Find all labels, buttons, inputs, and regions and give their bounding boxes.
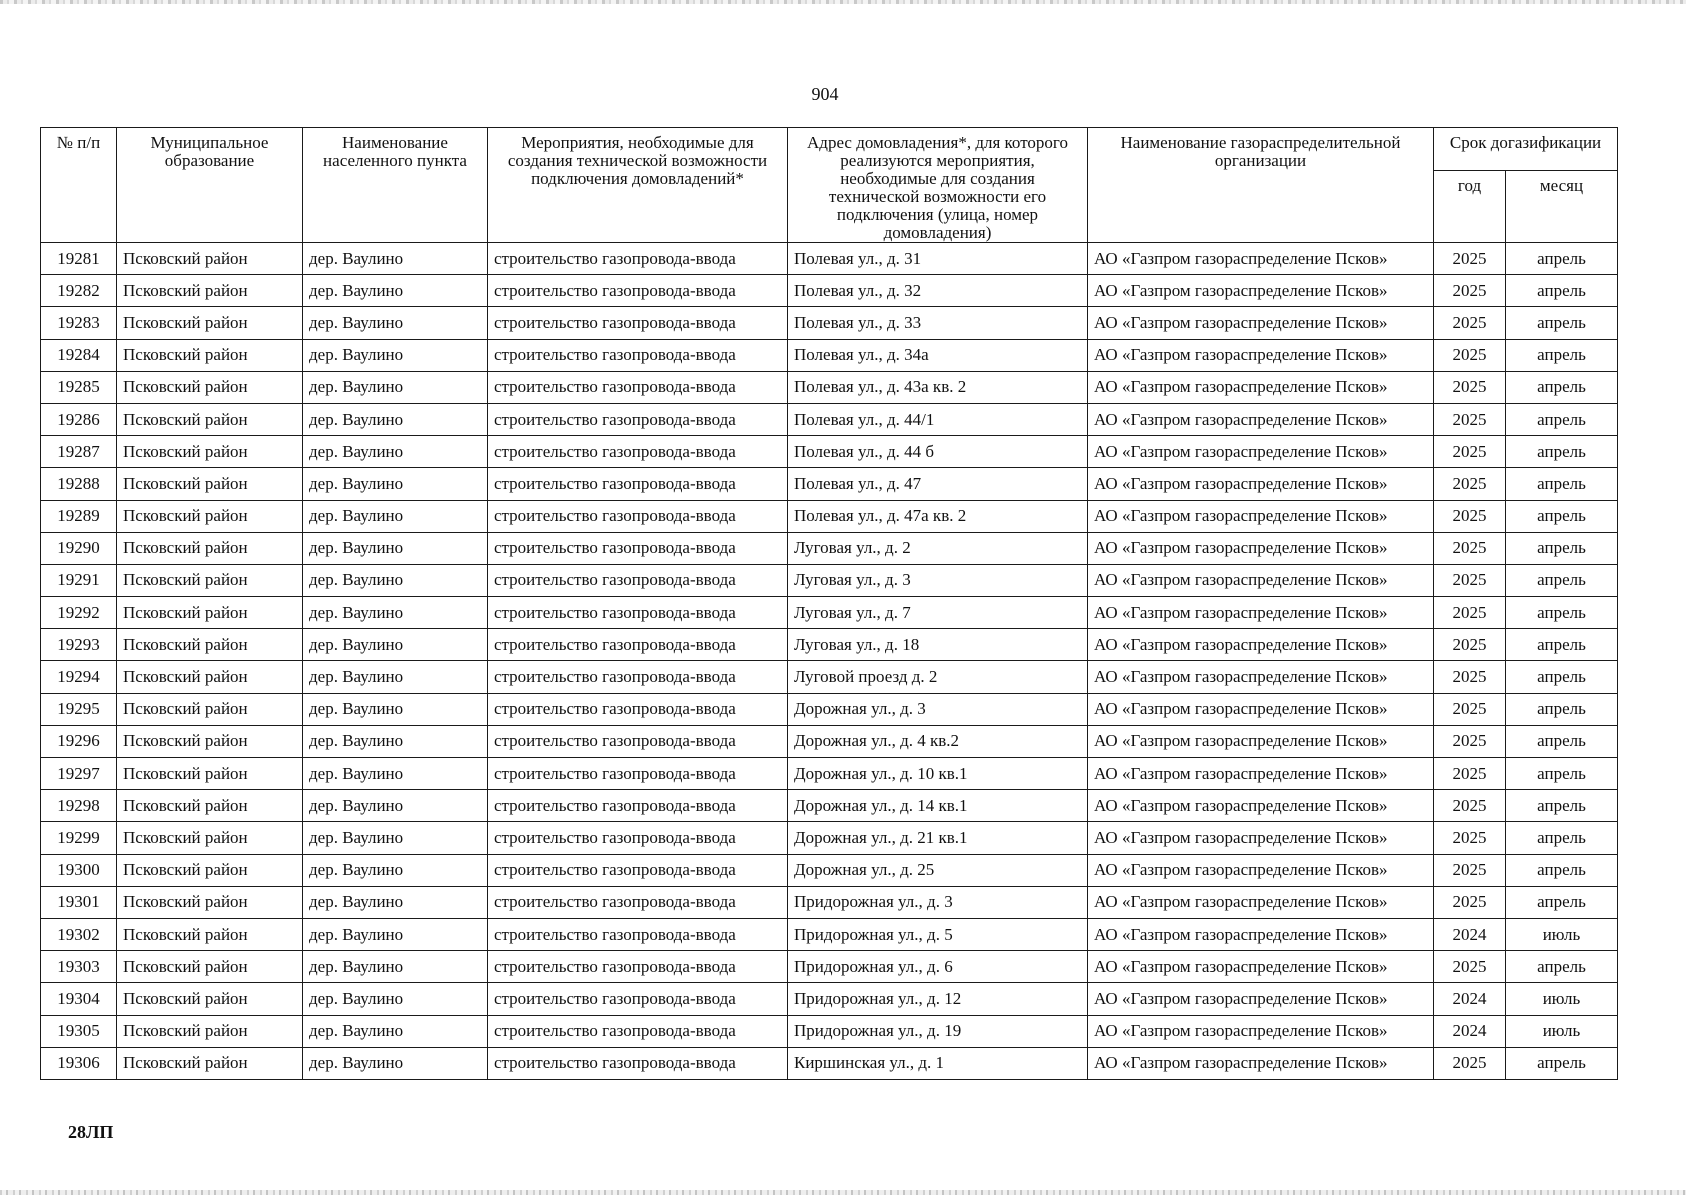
table-row [41,790,1618,822]
cell-year: 2025 [1434,243,1506,275]
cell-num: 19284 [41,339,117,371]
cell-address: Киршинская ул., д. 1 [788,1047,1088,1079]
cell-month: апрель [1506,822,1618,854]
cell-measure: строительство газопровода-ввода [488,951,788,983]
cell-measure: строительство газопровода-ввода [488,532,788,564]
cell-municipality: Псковский район [117,983,303,1015]
cell-municipality: Псковский район [117,854,303,886]
cell-year: 2025 [1434,1047,1506,1079]
header-municipality: Муниципальное образование [117,128,303,243]
cell-year: 2025 [1434,951,1506,983]
table-body [41,243,1618,1080]
header-num: № п/п [41,128,117,243]
cell-year: 2025 [1434,532,1506,564]
cell-organization: АО «Газпром газораспределение Псков» [1088,403,1434,435]
cell-measure: строительство газопровода-ввода [488,918,788,950]
cell-num: 19291 [41,564,117,596]
cell-address: Луговая ул., д. 18 [788,629,1088,661]
cell-num: 19301 [41,886,117,918]
cell-measure: строительство газопровода-ввода [488,307,788,339]
table-row [41,436,1618,468]
cell-month: апрель [1506,854,1618,886]
table-row [41,661,1618,693]
cell-num: 19298 [41,790,117,822]
cell-municipality: Псковский район [117,468,303,500]
cell-organization: АО «Газпром газораспределение Псков» [1088,790,1434,822]
table-row [41,725,1618,757]
cell-year: 2025 [1434,403,1506,435]
cell-num: 19281 [41,243,117,275]
cell-num: 19285 [41,371,117,403]
cell-measure: строительство газопровода-ввода [488,822,788,854]
cell-year: 2024 [1434,918,1506,950]
cell-settlement: дер. Ваулино [303,1015,488,1047]
cell-municipality: Псковский район [117,500,303,532]
document-code: 28ЛП [68,1122,114,1142]
cell-municipality: Псковский район [117,243,303,275]
cell-address: Полевая ул., д. 47 [788,468,1088,500]
cell-address: Придорожная ул., д. 12 [788,983,1088,1015]
cell-organization: АО «Газпром газораспределение Псков» [1088,339,1434,371]
cell-organization: АО «Газпром газораспределение Псков» [1088,918,1434,950]
cell-address: Дорожная ул., д. 25 [788,854,1088,886]
cell-num: 19306 [41,1047,117,1079]
cell-municipality: Псковский район [117,790,303,822]
cell-organization: АО «Газпром газораспределение Псков» [1088,983,1434,1015]
table-row [41,1015,1618,1047]
cell-year: 2024 [1434,1015,1506,1047]
table-row [41,564,1618,596]
cell-address: Полевая ул., д. 32 [788,275,1088,307]
header-measures: Мероприятия, необходимые для создания технической возможности подключения домовладений* [488,128,788,243]
cell-address: Дорожная ул., д. 14 кв.1 [788,790,1088,822]
cell-municipality: Псковский район [117,339,303,371]
cell-num: 19300 [41,854,117,886]
cell-measure: строительство газопровода-ввода [488,758,788,790]
cell-settlement: дер. Ваулино [303,275,488,307]
cell-organization: АО «Газпром газораспределение Псков» [1088,758,1434,790]
cell-month: апрель [1506,1047,1618,1079]
page-number: 904 [811,84,839,104]
table-row [41,918,1618,950]
cell-settlement: дер. Ваулино [303,307,488,339]
cell-measure: строительство газопровода-ввода [488,564,788,596]
cell-num: 19299 [41,822,117,854]
cell-measure: строительство газопровода-ввода [488,275,788,307]
cell-measure: строительство газопровода-ввода [488,500,788,532]
table-row [41,339,1618,371]
cell-settlement: дер. Ваулино [303,790,488,822]
cell-year: 2025 [1434,629,1506,661]
cell-month: июль [1506,1015,1618,1047]
cell-municipality: Псковский район [117,822,303,854]
cell-municipality: Псковский район [117,436,303,468]
cell-settlement: дер. Ваулино [303,983,488,1015]
cell-organization: АО «Газпром газораспределение Псков» [1088,500,1434,532]
cell-measure: строительство газопровода-ввода [488,661,788,693]
table-row [41,371,1618,403]
cell-num: 19287 [41,436,117,468]
cell-settlement: дер. Ваулино [303,854,488,886]
header-address: Адрес домовладения*, для которого реализуются мероприятия, необходимые для создания технической возможности его подключения (улица, номер домовладения) [788,128,1088,243]
cell-settlement: дер. Ваулино [303,725,488,757]
cell-month: апрель [1506,758,1618,790]
cell-year: 2025 [1434,886,1506,918]
cell-settlement: дер. Ваулино [303,918,488,950]
cell-municipality: Псковский район [117,1047,303,1079]
cell-num: 19282 [41,275,117,307]
cell-settlement: дер. Ваулино [303,1047,488,1079]
cell-measure: строительство газопровода-ввода [488,1015,788,1047]
cell-measure: строительство газопровода-ввода [488,629,788,661]
cell-measure: строительство газопровода-ввода [488,371,788,403]
cell-month: апрель [1506,725,1618,757]
cell-measure: строительство газопровода-ввода [488,886,788,918]
cell-settlement: дер. Ваулино [303,403,488,435]
cell-month: апрель [1506,790,1618,822]
cell-num: 19296 [41,725,117,757]
table-row [41,983,1618,1015]
cell-year: 2025 [1434,500,1506,532]
cell-num: 19289 [41,500,117,532]
cell-year: 2025 [1434,275,1506,307]
cell-address: Полевая ул., д. 47а кв. 2 [788,500,1088,532]
cell-year: 2025 [1434,822,1506,854]
table-row [41,275,1618,307]
cell-year: 2025 [1434,725,1506,757]
table-row [41,693,1618,725]
cell-settlement: дер. Ваулино [303,243,488,275]
cell-settlement: дер. Ваулино [303,661,488,693]
cell-settlement: дер. Ваулино [303,886,488,918]
cell-address: Дорожная ул., д. 10 кв.1 [788,758,1088,790]
cell-municipality: Псковский район [117,693,303,725]
cell-address: Придорожная ул., д. 6 [788,951,1088,983]
cell-municipality: Псковский район [117,918,303,950]
cell-address: Луговая ул., д. 7 [788,597,1088,629]
cell-num: 19286 [41,403,117,435]
cell-year: 2025 [1434,854,1506,886]
cell-municipality: Псковский район [117,275,303,307]
cell-month: апрель [1506,886,1618,918]
cell-municipality: Псковский район [117,1015,303,1047]
cell-month: апрель [1506,339,1618,371]
cell-year: 2024 [1434,983,1506,1015]
table-row [41,500,1618,532]
cell-organization: АО «Газпром газораспределение Псков» [1088,371,1434,403]
cell-settlement: дер. Ваулино [303,629,488,661]
cell-measure: строительство газопровода-ввода [488,403,788,435]
cell-organization: АО «Газпром газораспределение Псков» [1088,1047,1434,1079]
cell-num: 19288 [41,468,117,500]
cell-municipality: Псковский район [117,886,303,918]
cell-municipality: Псковский район [117,629,303,661]
cell-organization: АО «Газпром газораспределение Псков» [1088,725,1434,757]
cell-municipality: Псковский район [117,564,303,596]
cell-month: апрель [1506,436,1618,468]
cell-organization: АО «Газпром газораспределение Псков» [1088,436,1434,468]
table-row [41,532,1618,564]
cell-settlement: дер. Ваулино [303,951,488,983]
table-row [41,951,1618,983]
table-row [41,854,1618,886]
cell-organization: АО «Газпром газораспределение Псков» [1088,243,1434,275]
table-row [41,822,1618,854]
cell-month: апрель [1506,693,1618,725]
cell-measure: строительство газопровода-ввода [488,790,788,822]
cell-num: 19295 [41,693,117,725]
scan-edge-bottom [0,1190,1686,1195]
cell-year: 2025 [1434,790,1506,822]
header-year: год [1434,171,1506,243]
cell-month: апрель [1506,597,1618,629]
table-row [41,1047,1618,1079]
cell-municipality: Псковский район [117,307,303,339]
header-deadline: Срок догазификации [1434,128,1618,171]
cell-organization: АО «Газпром газораспределение Псков» [1088,822,1434,854]
cell-address: Придорожная ул., д. 5 [788,918,1088,950]
cell-address: Луговая ул., д. 2 [788,532,1088,564]
cell-month: апрель [1506,564,1618,596]
header-settlement: Наименование населенного пункта [303,128,488,243]
cell-address: Полевая ул., д. 31 [788,243,1088,275]
cell-measure: строительство газопровода-ввода [488,854,788,886]
cell-organization: АО «Газпром газораспределение Псков» [1088,532,1434,564]
cell-organization: АО «Газпром газораспределение Псков» [1088,597,1434,629]
cell-address: Полевая ул., д. 44/1 [788,403,1088,435]
cell-num: 19305 [41,1015,117,1047]
cell-settlement: дер. Ваулино [303,758,488,790]
cell-organization: АО «Газпром газораспределение Псков» [1088,564,1434,596]
cell-measure: строительство газопровода-ввода [488,693,788,725]
cell-month: апрель [1506,275,1618,307]
cell-month: апрель [1506,629,1618,661]
cell-num: 19283 [41,307,117,339]
cell-municipality: Псковский район [117,403,303,435]
cell-address: Полевая ул., д. 34а [788,339,1088,371]
cell-num: 19297 [41,758,117,790]
cell-organization: АО «Газпром газораспределение Псков» [1088,468,1434,500]
cell-organization: АО «Газпром газораспределение Псков» [1088,307,1434,339]
cell-measure: строительство газопровода-ввода [488,243,788,275]
cell-measure: строительство газопровода-ввода [488,468,788,500]
header-row [41,128,1618,171]
table-row [41,629,1618,661]
cell-measure: строительство газопровода-ввода [488,597,788,629]
cell-organization: АО «Газпром газораспределение Псков» [1088,661,1434,693]
cell-month: апрель [1506,307,1618,339]
cell-address: Придорожная ул., д. 19 [788,1015,1088,1047]
cell-settlement: дер. Ваулино [303,468,488,500]
table-row [41,597,1618,629]
cell-municipality: Псковский район [117,725,303,757]
cell-address: Дорожная ул., д. 4 кв.2 [788,725,1088,757]
table-row [41,403,1618,435]
cell-organization: АО «Газпром газораспределение Псков» [1088,275,1434,307]
cell-month: апрель [1506,951,1618,983]
cell-month: апрель [1506,371,1618,403]
cell-address: Полевая ул., д. 33 [788,307,1088,339]
cell-year: 2025 [1434,597,1506,629]
cell-settlement: дер. Ваулино [303,693,488,725]
cell-municipality: Псковский район [117,597,303,629]
cell-municipality: Псковский район [117,532,303,564]
cell-year: 2025 [1434,564,1506,596]
scan-edge-top [0,0,1686,4]
cell-organization: АО «Газпром газораспределение Псков» [1088,1015,1434,1047]
cell-settlement: дер. Ваулино [303,532,488,564]
cell-measure: строительство газопровода-ввода [488,1047,788,1079]
cell-year: 2025 [1434,758,1506,790]
cell-year: 2025 [1434,468,1506,500]
table-row [41,468,1618,500]
cell-num: 19290 [41,532,117,564]
cell-settlement: дер. Ваулино [303,564,488,596]
cell-organization: АО «Газпром газораспределение Псков» [1088,886,1434,918]
header-organization: Наименование газораспределительной организации [1088,128,1434,243]
cell-month: апрель [1506,661,1618,693]
cell-month: июль [1506,983,1618,1015]
cell-num: 19294 [41,661,117,693]
cell-num: 19303 [41,951,117,983]
cell-year: 2025 [1434,661,1506,693]
cell-year: 2025 [1434,436,1506,468]
cell-measure: строительство газопровода-ввода [488,436,788,468]
cell-num: 19293 [41,629,117,661]
cell-municipality: Псковский район [117,661,303,693]
cell-num: 19292 [41,597,117,629]
cell-address: Придорожная ул., д. 3 [788,886,1088,918]
cell-municipality: Псковский район [117,758,303,790]
cell-month: июль [1506,918,1618,950]
gasification-table [40,127,1618,1080]
cell-settlement: дер. Ваулино [303,822,488,854]
cell-address: Дорожная ул., д. 21 кв.1 [788,822,1088,854]
cell-municipality: Псковский район [117,371,303,403]
cell-year: 2025 [1434,371,1506,403]
cell-year: 2025 [1434,339,1506,371]
cell-measure: строительство газопровода-ввода [488,339,788,371]
cell-year: 2025 [1434,307,1506,339]
cell-organization: АО «Газпром газораспределение Псков» [1088,951,1434,983]
cell-address: Полевая ул., д. 44 б [788,436,1088,468]
cell-month: апрель [1506,532,1618,564]
cell-measure: строительство газопровода-ввода [488,983,788,1015]
cell-year: 2025 [1434,693,1506,725]
cell-month: апрель [1506,243,1618,275]
cell-address: Полевая ул., д. 43а кв. 2 [788,371,1088,403]
cell-address: Луговой проезд д. 2 [788,661,1088,693]
cell-measure: строительство газопровода-ввода [488,725,788,757]
cell-address: Луговая ул., д. 3 [788,564,1088,596]
cell-organization: АО «Газпром газораспределение Псков» [1088,629,1434,661]
cell-settlement: дер. Ваулино [303,371,488,403]
table-row [41,307,1618,339]
table-row [41,758,1618,790]
cell-municipality: Псковский район [117,951,303,983]
table-row [41,243,1618,275]
cell-num: 19302 [41,918,117,950]
cell-month: апрель [1506,403,1618,435]
cell-settlement: дер. Ваулино [303,597,488,629]
cell-address: Дорожная ул., д. 3 [788,693,1088,725]
cell-month: апрель [1506,500,1618,532]
cell-settlement: дер. Ваулино [303,339,488,371]
cell-organization: АО «Газпром газораспределение Псков» [1088,854,1434,886]
cell-organization: АО «Газпром газораспределение Псков» [1088,693,1434,725]
cell-num: 19304 [41,983,117,1015]
header-month: месяц [1506,171,1618,243]
cell-settlement: дер. Ваулино [303,500,488,532]
cell-month: апрель [1506,468,1618,500]
table-row [41,886,1618,918]
cell-settlement: дер. Ваулино [303,436,488,468]
